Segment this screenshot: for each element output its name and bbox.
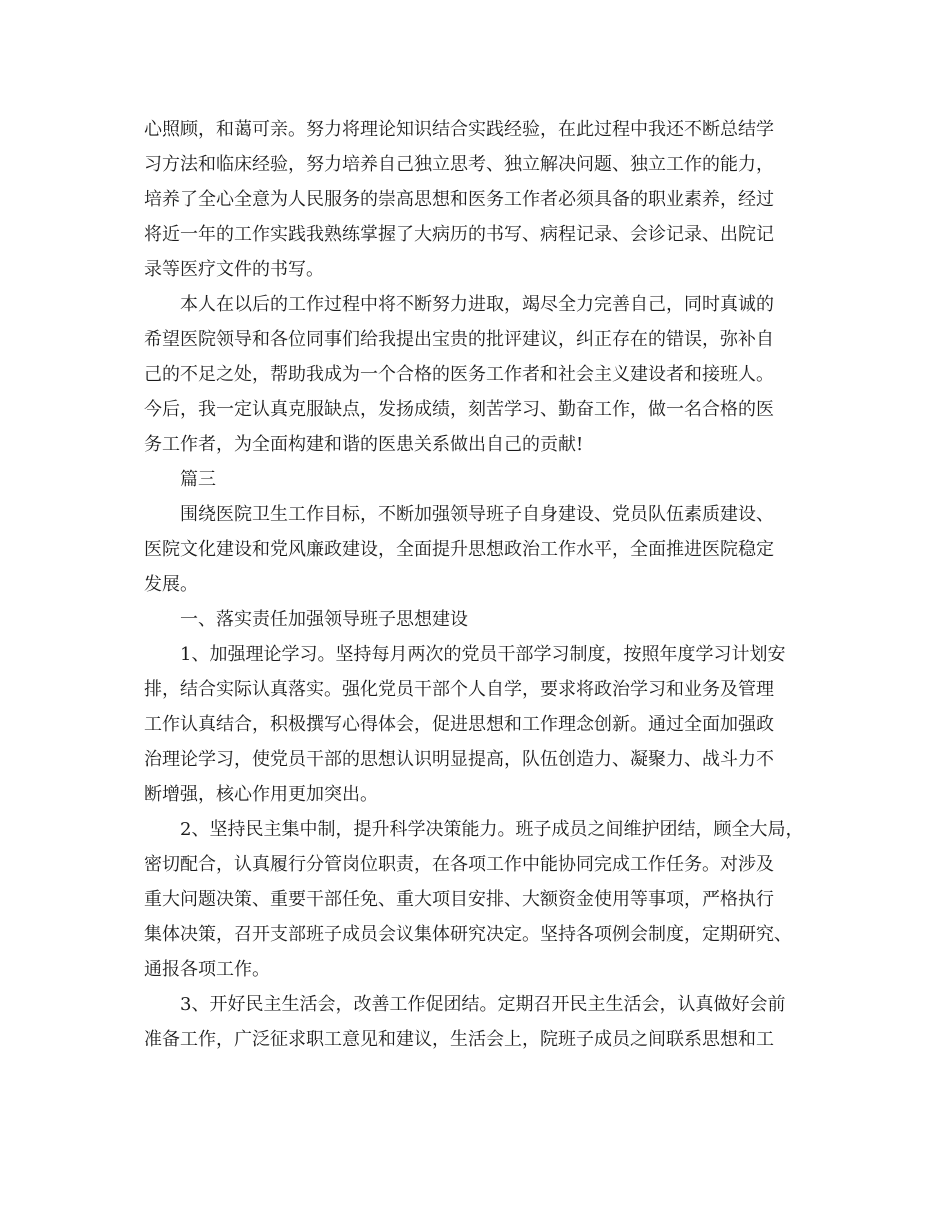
text-line: 重大问题决策、重要干部任免、重大项目安排、大额资金使用等事项，严格执行 xyxy=(144,889,774,910)
text-line: 1、加强理论学习。坚持每月两次的党员干部学习制度，按照年度学习计划安 xyxy=(180,644,786,665)
text-line: 排，结合实际认真落实。强化党员干部个人自学，要求将政治学习和业务及管理 xyxy=(144,679,774,700)
text-line: 习方法和临床经验，努力培养自己独立思考、独立解决问题、独立工作的能力， xyxy=(144,154,774,175)
text-line: 医院文化建设和党风廉政建设，全面提升思想政治工作水平，全面推进医院稳定 xyxy=(144,539,774,560)
text-line: 治理论学习，使党员干部的思想认识明显提高，队伍创造力、凝聚力、战斗力不 xyxy=(144,749,774,770)
text-line: 录等医疗文件的书写。 xyxy=(144,259,324,280)
text-line: 集体决策，召开支部班子成员会议集体研究决定。坚持各项例会制度，定期研究、 xyxy=(144,924,792,945)
text-line: 己的不足之处，帮助我成为一个合格的医务工作者和社会主义建设者和接班人。 xyxy=(144,364,774,385)
text-line: 2、坚持民主集中制，提升科学决策能力。班子成员之间维护团结，顾全大局， xyxy=(180,819,804,840)
text-line: 今后，我一定认真克服缺点，发扬成绩，刻苦学习、勤奋工作，做一名合格的医 xyxy=(144,399,774,420)
text-line: 通报各项工作。 xyxy=(144,959,270,980)
text-line: 围绕医院卫生工作目标，不断加强领导班子自身建设、党员队伍素质建设、 xyxy=(180,504,774,525)
text-line: 准备工作，广泛征求职工意见和建议，生活会上，院班子成员之间联系思想和工 xyxy=(144,1029,774,1050)
subheading: 一、落实责任加强领导班子思想建设 xyxy=(180,609,468,630)
section-heading: 篇三 xyxy=(180,469,216,490)
text-line: 3、开好民主生活会，改善工作促团结。定期召开民主生活会，认真做好会前 xyxy=(180,994,786,1015)
text-line: 密切配合，认真履行分管岗位职责，在各项工作中能协同完成工作任务。对涉及 xyxy=(144,854,774,875)
text-line: 发展。 xyxy=(144,574,198,595)
text-line: 务工作者，为全面构建和谐的医患关系做出自己的贡献! xyxy=(144,434,584,455)
text-line: 断增强，核心作用更加突出。 xyxy=(144,784,378,805)
text-line: 心照顾，和蔼可亲。努力将理论知识结合实践经验，在此过程中我还不断总结学 xyxy=(144,119,774,140)
text-line: 工作认真结合，积极撰写心得体会，促进思想和工作理念创新。通过全面加强政 xyxy=(144,714,774,735)
text-line: 培养了全心全意为人民服务的崇高思想和医务工作者必须具备的职业素养，经过 xyxy=(144,189,774,210)
text-line: 本人在以后的工作过程中将不断努力进取，竭尽全力完善自己，同时真诚的 xyxy=(180,294,774,315)
text-line: 将近一年的工作实践我熟练掌握了大病历的书写、病程记录、会诊记录、出院记 xyxy=(144,224,774,245)
text-line: 希望医院领导和各位同事们给我提出宝贵的批评建议，纠正存在的错误，弥补自 xyxy=(144,329,774,350)
